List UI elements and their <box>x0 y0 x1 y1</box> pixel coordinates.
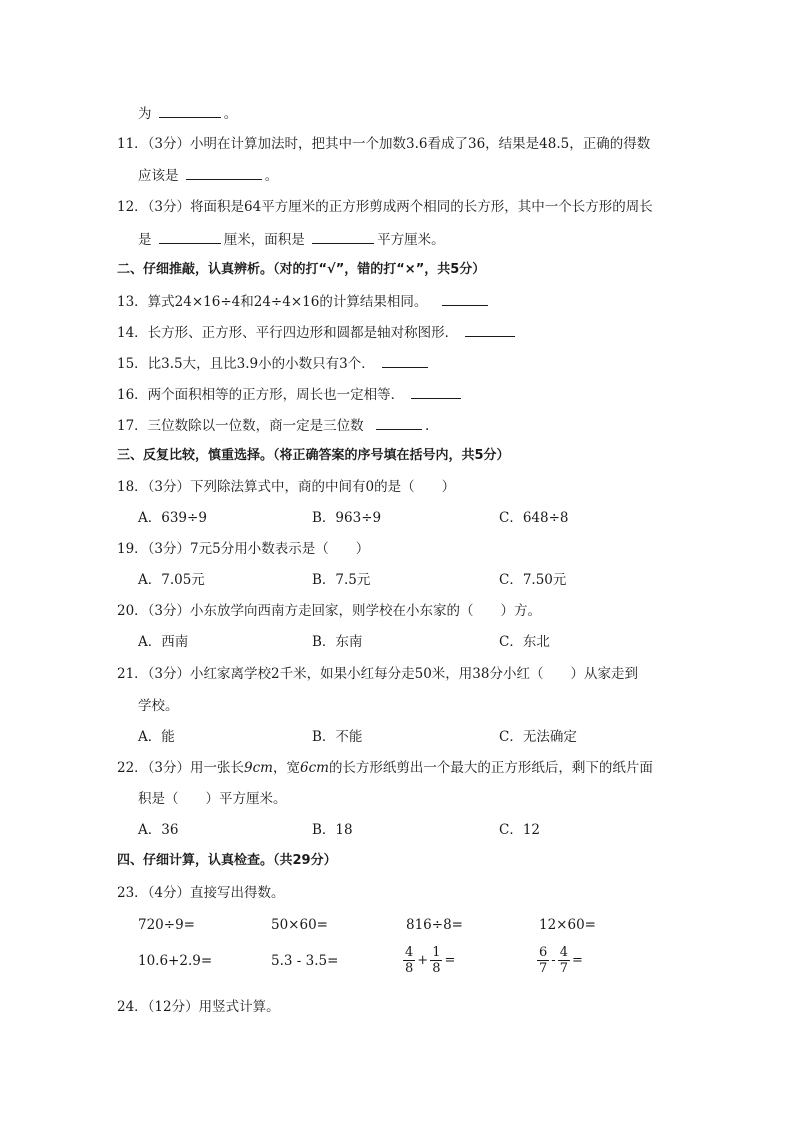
section-2-heading: 二、仔细推敲，认真辨析。（对的打“√”，错的打“×”，共5分） <box>117 262 486 277</box>
fraction <box>403 945 415 976</box>
answer-blank[interactable] <box>411 384 461 399</box>
fraction <box>558 945 570 976</box>
q22-width: 6cm <box>299 760 329 776</box>
q20-option-c[interactable]: C．东北 <box>499 634 550 650</box>
q18-option-c[interactable]: C．648÷8 <box>499 510 569 526</box>
numerator: 4 <box>559 945 568 960</box>
fraction <box>537 945 549 976</box>
q22-option-b[interactable]: B．18 <box>312 822 353 838</box>
q24-stem: 24．（12分）用竖式计算。 <box>117 999 280 1015</box>
q21-line2: 学校。 <box>138 698 179 714</box>
answer-blank[interactable] <box>312 229 374 244</box>
calc-item: 5.3 - 3.5= <box>271 953 339 969</box>
numerator: 4 <box>405 945 414 960</box>
calc-item: 50×60= <box>271 917 328 933</box>
fraction-expression-1 <box>402 945 456 976</box>
numerator: 1 <box>432 945 441 960</box>
q22-option-c[interactable]: C．12 <box>499 822 541 838</box>
q20-option-b[interactable]: B．东南 <box>312 634 363 650</box>
answer-blank[interactable] <box>376 415 422 430</box>
q11-prefix: 应该是 <box>138 168 179 184</box>
denominator: 8 <box>432 961 441 976</box>
answer-blank[interactable] <box>186 165 262 180</box>
q12-part-b: 厘米，面积是 <box>223 232 305 248</box>
q18-option-b[interactable]: B．963÷9 <box>312 510 382 526</box>
calc-item: 10.6+2.9= <box>138 953 213 969</box>
q17-suffix: . <box>424 418 430 434</box>
q14-text: 14．长方形、正方形、平行四边形和圆都是轴对称图形． <box>117 325 459 341</box>
q23-stem: 23．（4分）直接写出得数。 <box>117 885 285 901</box>
denominator: 7 <box>539 961 548 976</box>
operator: + <box>417 953 429 968</box>
q13-text: 13．算式24×16÷4和24÷4×16的计算结果相同。 <box>117 294 428 310</box>
q15-text: 15．比3.5大，且比3.9小的小数只有3个． <box>117 356 375 372</box>
calc-item: 720÷9= <box>138 917 195 933</box>
q19-stem: 19．（3分）7元5分用小数表示是（ ） <box>117 541 370 557</box>
fraction-expression-2 <box>536 945 584 976</box>
denominator: 8 <box>405 961 414 976</box>
equals-sign: = <box>571 953 583 968</box>
q21-option-b[interactable]: B．不能 <box>312 729 363 745</box>
q22-line2: 积是（ ）平方厘米。 <box>138 791 287 807</box>
q12-line2 <box>138 229 445 250</box>
q19-option-c[interactable]: C．7.50元 <box>499 572 567 588</box>
q17 <box>117 415 429 436</box>
q22-line1 <box>117 758 653 778</box>
q22-part-b: ，宽 <box>272 760 300 776</box>
section-4-heading: 四、仔细计算，认真检查。（共29分） <box>117 853 337 868</box>
q21-line1: 21．（3分）小红家离学校2千米，如果小红每分走50米，用38分小红（ ）从家走到 <box>117 666 638 682</box>
q12-part-a: 是 <box>138 232 152 248</box>
answer-blank[interactable] <box>159 103 221 118</box>
q18-stem: 18．（3分）下列除法算式中，商的中间有0的是（ ） <box>117 479 456 495</box>
q19-option-a[interactable]: A．7.05元 <box>138 572 205 588</box>
q19-option-b[interactable]: B．7.5元 <box>312 572 371 588</box>
denominator: 7 <box>559 961 568 976</box>
calc-item: 12×60= <box>539 917 596 933</box>
answer-blank[interactable] <box>465 322 515 337</box>
q22-length: 9cm <box>244 760 273 776</box>
q10-tail <box>138 103 237 124</box>
answer-blank[interactable] <box>382 353 428 368</box>
answer-blank[interactable] <box>159 229 221 244</box>
q21-option-a[interactable]: A．能 <box>138 729 175 745</box>
operator: - <box>551 953 556 968</box>
q12-line1: 12．（3分）将面积是64平方厘米的正方形剪成两个相同的长方形，其中一个长方形的周长 <box>117 199 653 215</box>
q20-stem: 20．（3分）小东放学向西南方走回家，则学校在小东家的（ ）方。 <box>117 603 542 619</box>
q16 <box>117 384 464 405</box>
q18-option-a[interactable]: A．639÷9 <box>138 510 207 526</box>
q10-prefix: 为 <box>138 106 152 122</box>
q14 <box>117 322 518 343</box>
calc-item: 816÷8= <box>406 917 463 933</box>
numerator: 6 <box>539 945 548 960</box>
q22-part-c: 的长方形纸剪出一个最大的正方形纸后，剩下的纸片面 <box>328 760 653 776</box>
q11-suffix: 。 <box>264 168 279 184</box>
q16-text: 16．两个面积相等的正方形，周长也一定相等． <box>117 387 405 403</box>
q21-option-c[interactable]: C．无法确定 <box>499 729 577 745</box>
q13 <box>117 291 491 312</box>
q20-option-a[interactable]: A．西南 <box>138 634 189 650</box>
q11-line2 <box>138 165 278 186</box>
answer-blank[interactable] <box>442 291 488 306</box>
q17-text: 17．三位数除以一位数，商一定是三位数 <box>117 418 364 434</box>
equals-sign: = <box>444 953 456 968</box>
q15 <box>117 353 431 374</box>
q11-line1: 11．（3分）小明在计算加法时，把其中一个加数3.6看成了36，结果是48.5，正确的得数 <box>117 136 651 152</box>
section-3-heading: 三、反复比较，慎重选择。（将正确答案的序号填在括号内，共5分） <box>117 448 510 463</box>
fraction <box>430 945 442 976</box>
q12-part-c: 平方厘米。 <box>377 232 445 248</box>
q22-option-a[interactable]: A．36 <box>138 822 179 838</box>
q22-part-a: 22．（3分）用一张长 <box>117 760 245 776</box>
q10-suffix: 。 <box>223 106 238 122</box>
